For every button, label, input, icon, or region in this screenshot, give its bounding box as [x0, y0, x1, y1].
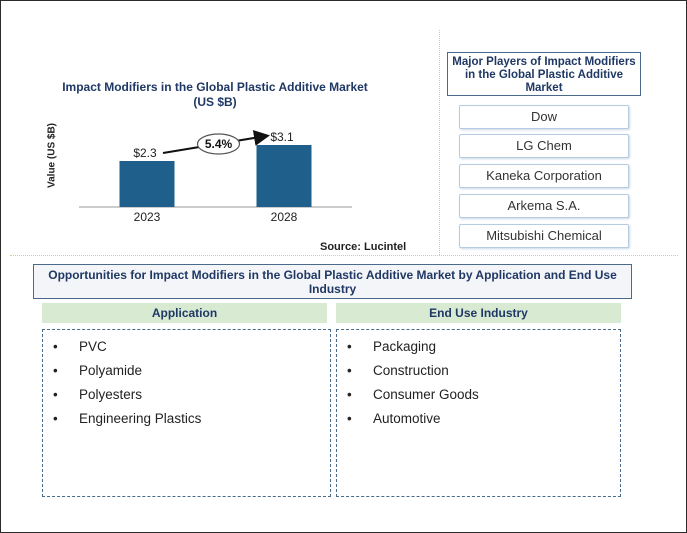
application-heading: Application [42, 303, 327, 323]
list-item [53, 387, 330, 411]
bullet-icon: • [347, 339, 352, 354]
list-item [53, 339, 330, 363]
list-item [53, 411, 330, 435]
bar-2028 [257, 145, 312, 207]
player-mitsubishi: Mitsubishi Chemical [459, 224, 629, 248]
y-axis-label: Value (US $B) [46, 122, 58, 189]
opportunities-title: Opportunities for Impact Modifiers in the Global Plastic Additive Market by Application and End Use Industry [33, 264, 632, 299]
bar-2023 [120, 161, 175, 207]
value-label-2023: $2.3 [133, 146, 157, 160]
cagr-label: 5.4% [204, 137, 233, 151]
category-label-2023: 2023 [133, 210, 161, 224]
bullet-icon: • [347, 411, 352, 426]
list-item [347, 411, 620, 435]
list-item [347, 387, 620, 411]
category-label-2028: 2028 [270, 210, 298, 224]
application-list [43, 330, 330, 435]
player-dow: Dow [459, 105, 629, 129]
list-item-label: Automotive [373, 411, 441, 426]
end-use-list-box [336, 329, 621, 497]
bullet-icon: • [53, 363, 58, 378]
list-item [347, 339, 620, 363]
bullet-icon: • [53, 387, 58, 402]
source-note: Source: Lucintel [320, 241, 407, 253]
bullet-icon: • [347, 387, 352, 402]
list-item-label: Consumer Goods [373, 387, 479, 402]
players-title: Major Players of Impact Modifiers in the Global Plastic Additive Market [447, 52, 641, 96]
list-item [347, 363, 620, 387]
list-item-label: PVC [79, 339, 107, 354]
list-item-label: Construction [373, 363, 449, 378]
end-use-list [337, 330, 620, 435]
end-use-heading: End Use Industry [336, 303, 621, 323]
player-lg-chem: LG Chem [459, 134, 629, 158]
bullet-icon: • [347, 363, 352, 378]
chart-title: Impact Modifiers in the Global Plastic Additive Market (US $B) [62, 80, 368, 109]
list-item-label: Engineering Plastics [79, 411, 202, 426]
application-list-box [42, 329, 331, 497]
list-item-label: Polyamide [79, 363, 143, 378]
player-arkema: Arkema S.A. [459, 194, 629, 218]
player-kaneka: Kaneka Corporation [459, 164, 629, 188]
list-item-label: Polyesters [79, 387, 143, 402]
bullet-icon: • [53, 411, 58, 426]
bullet-icon: • [53, 339, 58, 354]
list-item [53, 363, 330, 387]
list-item-label: Packaging [373, 339, 437, 354]
value-label-2028: $3.1 [270, 130, 294, 144]
